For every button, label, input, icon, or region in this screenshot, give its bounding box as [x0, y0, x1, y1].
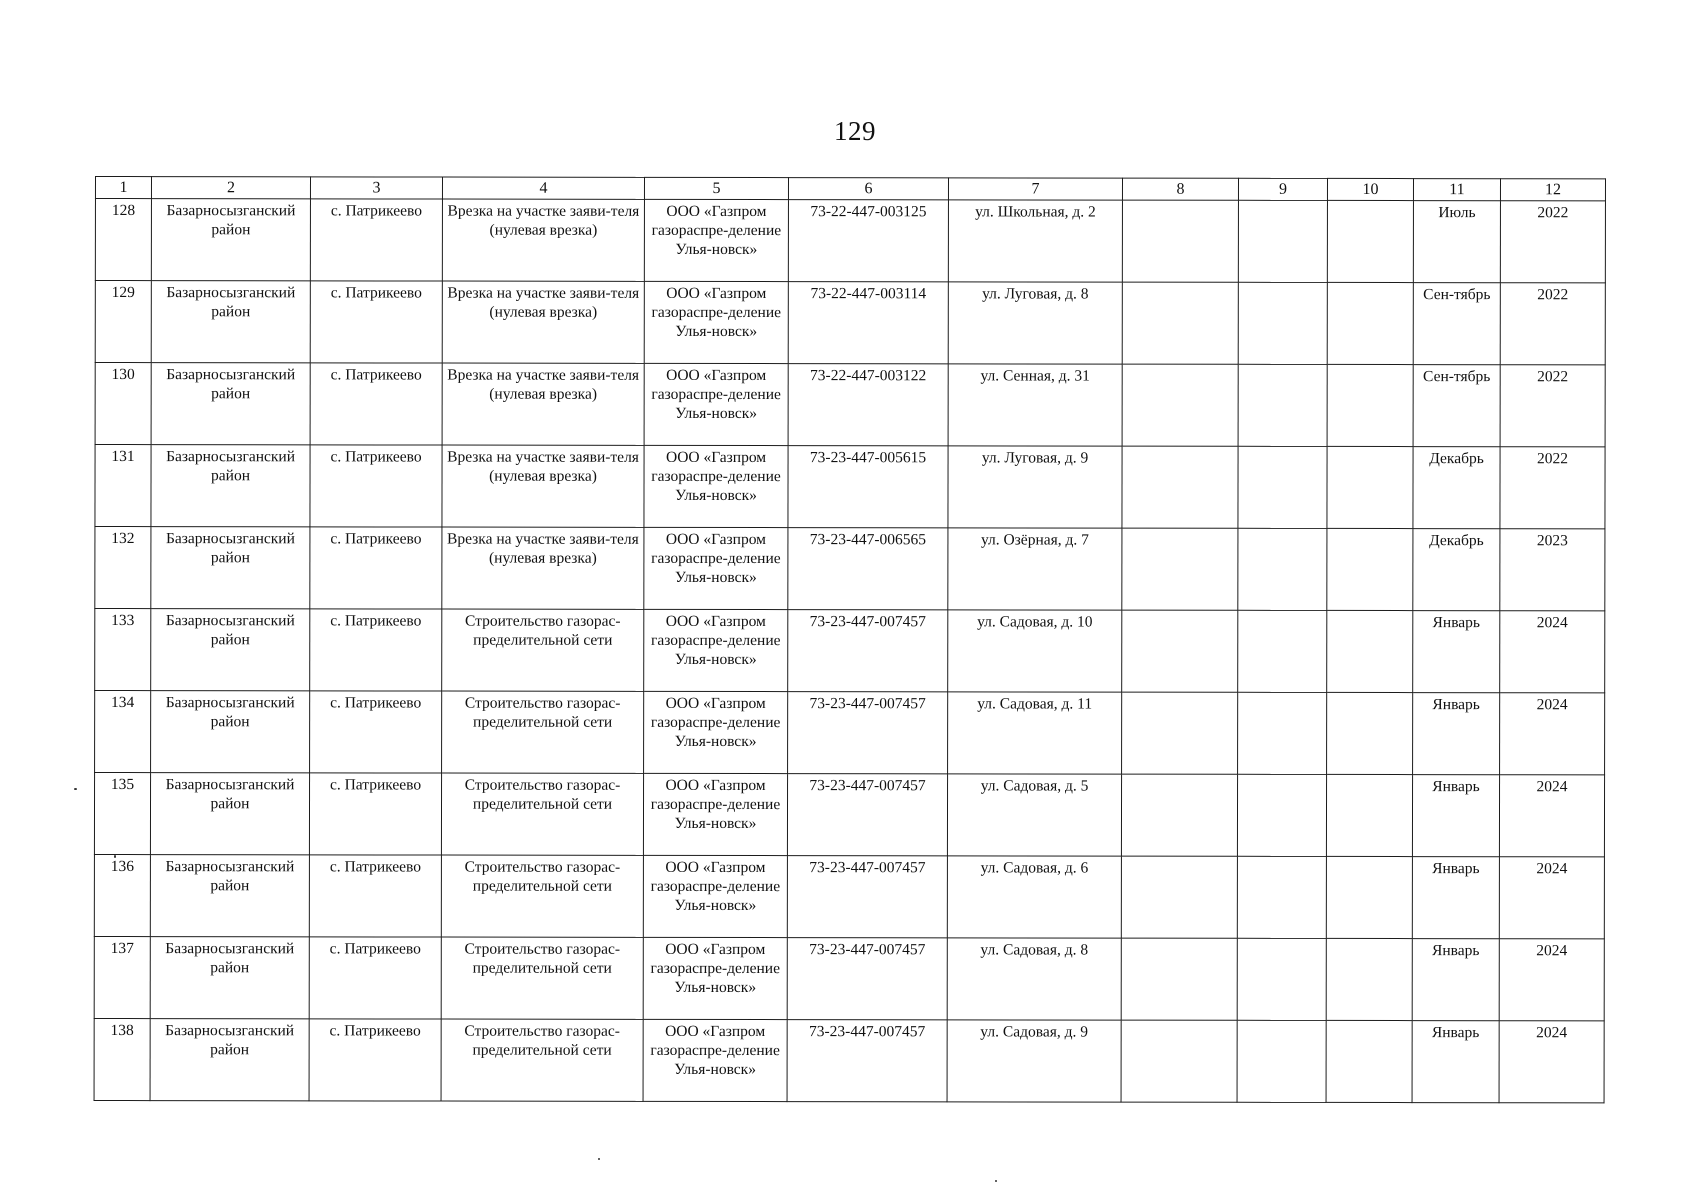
year-cell: 2022: [1500, 283, 1605, 365]
column-9-cell: [1238, 528, 1327, 610]
district-cell: Базарносызганский район: [151, 527, 310, 609]
work-type-cell: Строительство газорас-пределительной сети: [441, 855, 643, 937]
code-cell: 73-23-447-006565: [788, 528, 948, 610]
locality-cell: с. Патрикеево: [310, 691, 442, 773]
row-number: 132: [95, 527, 151, 609]
address-cell: ул. Луговая, д. 8: [948, 282, 1122, 364]
code-cell: 73-22-447-003125: [788, 200, 948, 282]
locality-cell: с. Патрикеево: [310, 281, 442, 363]
column-header: 7: [948, 178, 1122, 200]
column-8-cell: [1122, 446, 1238, 528]
address-cell: ул. Озёрная, д. 7: [948, 528, 1122, 610]
column-header: 11: [1413, 179, 1500, 201]
column-8-cell: [1122, 200, 1238, 282]
column-9-cell: [1237, 1020, 1326, 1102]
year-cell: 2022: [1500, 365, 1605, 447]
district-cell: Базарносызганский район: [151, 363, 310, 445]
column-9-cell: [1237, 774, 1326, 856]
column-8-cell: [1121, 938, 1237, 1020]
column-10-cell: [1327, 692, 1413, 774]
row-number: 137: [94, 936, 150, 1018]
address-cell: ул. Садовая, д. 9: [947, 1020, 1121, 1102]
year-cell: 2024: [1499, 1021, 1604, 1103]
year-cell: 2023: [1500, 529, 1605, 611]
address-cell: ул. Школьная, д. 2: [948, 200, 1122, 282]
column-header: 5: [644, 177, 788, 199]
locality-cell: с. Патрикеево: [309, 1019, 441, 1101]
row-number: 131: [95, 445, 151, 527]
code-cell: 73-23-447-007457: [788, 692, 948, 774]
column-header: 4: [442, 177, 644, 199]
code-cell: 73-22-447-003122: [788, 364, 948, 446]
locality-cell: с. Патрикеево: [310, 199, 442, 281]
row-number: 128: [95, 199, 151, 281]
work-type-cell: Врезка на участке заяви-теля (нулевая врезка): [442, 281, 644, 363]
work-type-cell: Строительство газорас-пределительной сети: [441, 1019, 643, 1101]
month-cell: Январь: [1413, 693, 1500, 775]
column-header: 10: [1327, 178, 1413, 200]
scan-speck: [74, 788, 77, 790]
column-10-cell: [1327, 282, 1413, 364]
month-cell: Январь: [1412, 857, 1499, 939]
column-8-cell: [1121, 856, 1237, 938]
address-cell: ул. Сенная, д. 31: [948, 364, 1122, 446]
row-number: 138: [94, 1018, 150, 1100]
column-header: 1: [95, 177, 151, 199]
row-number: 136: [94, 854, 150, 936]
column-10-cell: [1326, 938, 1412, 1020]
table-row: [95, 199, 1605, 283]
organization-cell: ООО «Газпром газораспре-деление Улья-новск»: [644, 445, 788, 527]
column-9-cell: [1238, 364, 1327, 446]
district-cell: Базарносызганский район: [151, 691, 310, 773]
year-cell: 2024: [1500, 611, 1605, 693]
district-cell: Базарносызганский район: [150, 937, 309, 1019]
year-cell: 2024: [1499, 857, 1604, 939]
organization-cell: ООО «Газпром газораспре-деление Улья-новск»: [644, 691, 788, 773]
address-cell: ул. Садовая, д. 5: [947, 774, 1121, 856]
year-cell: 2024: [1500, 693, 1605, 775]
column-8-cell: [1122, 528, 1238, 610]
column-header: 8: [1122, 178, 1238, 200]
table-row: [95, 691, 1605, 775]
district-cell: Базарносызганский район: [151, 199, 310, 281]
address-cell: ул. Луговая, д. 9: [948, 446, 1122, 528]
year-cell: 2022: [1500, 447, 1605, 529]
column-9-cell: [1238, 610, 1327, 692]
scan-speck: [598, 1158, 600, 1160]
organization-cell: ООО «Газпром газораспре-деление Улья-новск»: [643, 937, 787, 1019]
table-row: [94, 773, 1604, 857]
month-cell: Июль: [1413, 201, 1500, 283]
column-8-cell: [1122, 282, 1238, 364]
column-9-cell: [1238, 282, 1327, 364]
code-cell: 73-23-447-005615: [788, 446, 948, 528]
work-type-cell: Строительство газорас-пределительной сети: [441, 773, 643, 855]
column-10-cell: [1326, 1020, 1412, 1102]
year-cell: 2024: [1499, 939, 1604, 1021]
scan-speck: [995, 1180, 997, 1182]
column-header: 12: [1500, 179, 1605, 201]
column-10-cell: [1326, 774, 1412, 856]
district-cell: Базарносызганский район: [151, 445, 310, 527]
district-cell: Базарносызганский район: [151, 281, 310, 363]
table-row: [95, 527, 1605, 611]
column-number-row: [95, 177, 1605, 201]
table-body: [94, 199, 1605, 1103]
column-8-cell: [1122, 364, 1238, 446]
column-header: 3: [310, 177, 442, 199]
organization-cell: ООО «Газпром газораспре-деление Улья-новск»: [644, 527, 788, 609]
month-cell: Сен-тябрь: [1413, 283, 1500, 365]
organization-cell: ООО «Газпром газораспре-деление Улья-новск»: [643, 773, 787, 855]
organization-cell: ООО «Газпром газораспре-деление Улья-новск»: [643, 1019, 787, 1101]
district-cell: Базарносызганский район: [150, 773, 309, 855]
month-cell: Январь: [1412, 1021, 1499, 1103]
address-cell: ул. Садовая, д. 11: [948, 692, 1122, 774]
code-cell: 73-23-447-007457: [788, 610, 948, 692]
district-cell: Базарносызганский район: [150, 855, 309, 937]
row-number: 134: [95, 691, 151, 773]
column-10-cell: [1327, 528, 1413, 610]
locality-cell: с. Патрикеево: [310, 609, 442, 691]
column-10-cell: [1327, 610, 1413, 692]
work-type-cell: Строительство газорас-пределительной сети: [442, 609, 644, 691]
data-table: [94, 176, 1606, 1103]
column-9-cell: [1238, 200, 1327, 282]
scan-speck: [114, 855, 116, 858]
column-9-cell: [1237, 938, 1326, 1020]
organization-cell: ООО «Газпром газораспре-деление Улья-новск»: [644, 281, 788, 363]
column-8-cell: [1122, 610, 1238, 692]
district-cell: Базарносызганский район: [150, 1019, 309, 1101]
code-cell: 73-23-447-007457: [787, 774, 947, 856]
table-row: [95, 445, 1605, 529]
column-10-cell: [1327, 364, 1413, 446]
column-8-cell: [1121, 774, 1237, 856]
month-cell: Декабрь: [1413, 447, 1500, 529]
code-cell: 73-22-447-003114: [788, 282, 948, 364]
row-number: 133: [95, 609, 151, 691]
work-type-cell: Врезка на участке заяви-теля (нулевая врезка): [442, 363, 644, 445]
page-number: 129: [834, 116, 876, 146]
table-row: [95, 281, 1605, 365]
locality-cell: с. Патрикеево: [310, 445, 442, 527]
locality-cell: с. Патрикеево: [310, 363, 442, 445]
month-cell: Сен-тябрь: [1413, 365, 1500, 447]
table-row: [94, 854, 1604, 938]
work-type-cell: Врезка на участке заяви-теля (нулевая врезка): [442, 527, 644, 609]
column-header: 2: [151, 177, 310, 199]
locality-cell: с. Патрикеево: [309, 937, 441, 1019]
table-row: [94, 936, 1604, 1020]
address-cell: ул. Садовая, д. 6: [947, 856, 1121, 938]
locality-cell: с. Патрикеево: [309, 773, 441, 855]
column-9-cell: [1237, 856, 1326, 938]
table-row: [95, 609, 1605, 693]
locality-cell: с. Патрикеево: [310, 527, 442, 609]
code-cell: 73-23-447-007457: [787, 1020, 947, 1102]
column-header: 6: [788, 178, 948, 200]
year-cell: 2024: [1499, 775, 1604, 857]
column-10-cell: [1326, 856, 1412, 938]
row-number: 129: [95, 281, 151, 363]
locality-cell: с. Патрикеево: [309, 855, 441, 937]
work-type-cell: Строительство газорас-пределительной сети: [441, 937, 643, 1019]
month-cell: Январь: [1412, 939, 1499, 1021]
organization-cell: ООО «Газпром газораспре-деление Улья-новск»: [644, 199, 788, 281]
table-row: [94, 1018, 1604, 1102]
district-cell: Базарносызганский район: [151, 609, 310, 691]
column-header: 9: [1238, 178, 1327, 200]
organization-cell: ООО «Газпром газораспре-деление Улья-новск»: [644, 363, 788, 445]
work-type-cell: Врезка на участке заяви-теля (нулевая врезка): [442, 199, 644, 281]
work-type-cell: Строительство газорас-пределительной сети: [442, 691, 644, 773]
row-number: 135: [94, 773, 150, 855]
column-10-cell: [1327, 200, 1413, 282]
column-10-cell: [1327, 446, 1413, 528]
column-9-cell: [1238, 446, 1327, 528]
column-8-cell: [1121, 1020, 1237, 1102]
address-cell: ул. Садовая, д. 10: [948, 610, 1122, 692]
code-cell: 73-23-447-007457: [787, 938, 947, 1020]
year-cell: 2022: [1500, 201, 1605, 283]
month-cell: Декабрь: [1413, 529, 1500, 611]
code-cell: 73-23-447-007457: [787, 856, 947, 938]
table-row: [95, 363, 1605, 447]
month-cell: Январь: [1413, 611, 1500, 693]
month-cell: Январь: [1412, 775, 1499, 857]
column-9-cell: [1238, 692, 1327, 774]
row-number: 130: [95, 363, 151, 445]
organization-cell: ООО «Газпром газораспре-деление Улья-новск»: [643, 855, 787, 937]
work-type-cell: Врезка на участке заяви-теля (нулевая врезка): [442, 445, 644, 527]
column-8-cell: [1122, 692, 1238, 774]
organization-cell: ООО «Газпром газораспре-деление Улья-новск»: [644, 609, 788, 691]
address-cell: ул. Садовая, д. 8: [947, 938, 1121, 1020]
